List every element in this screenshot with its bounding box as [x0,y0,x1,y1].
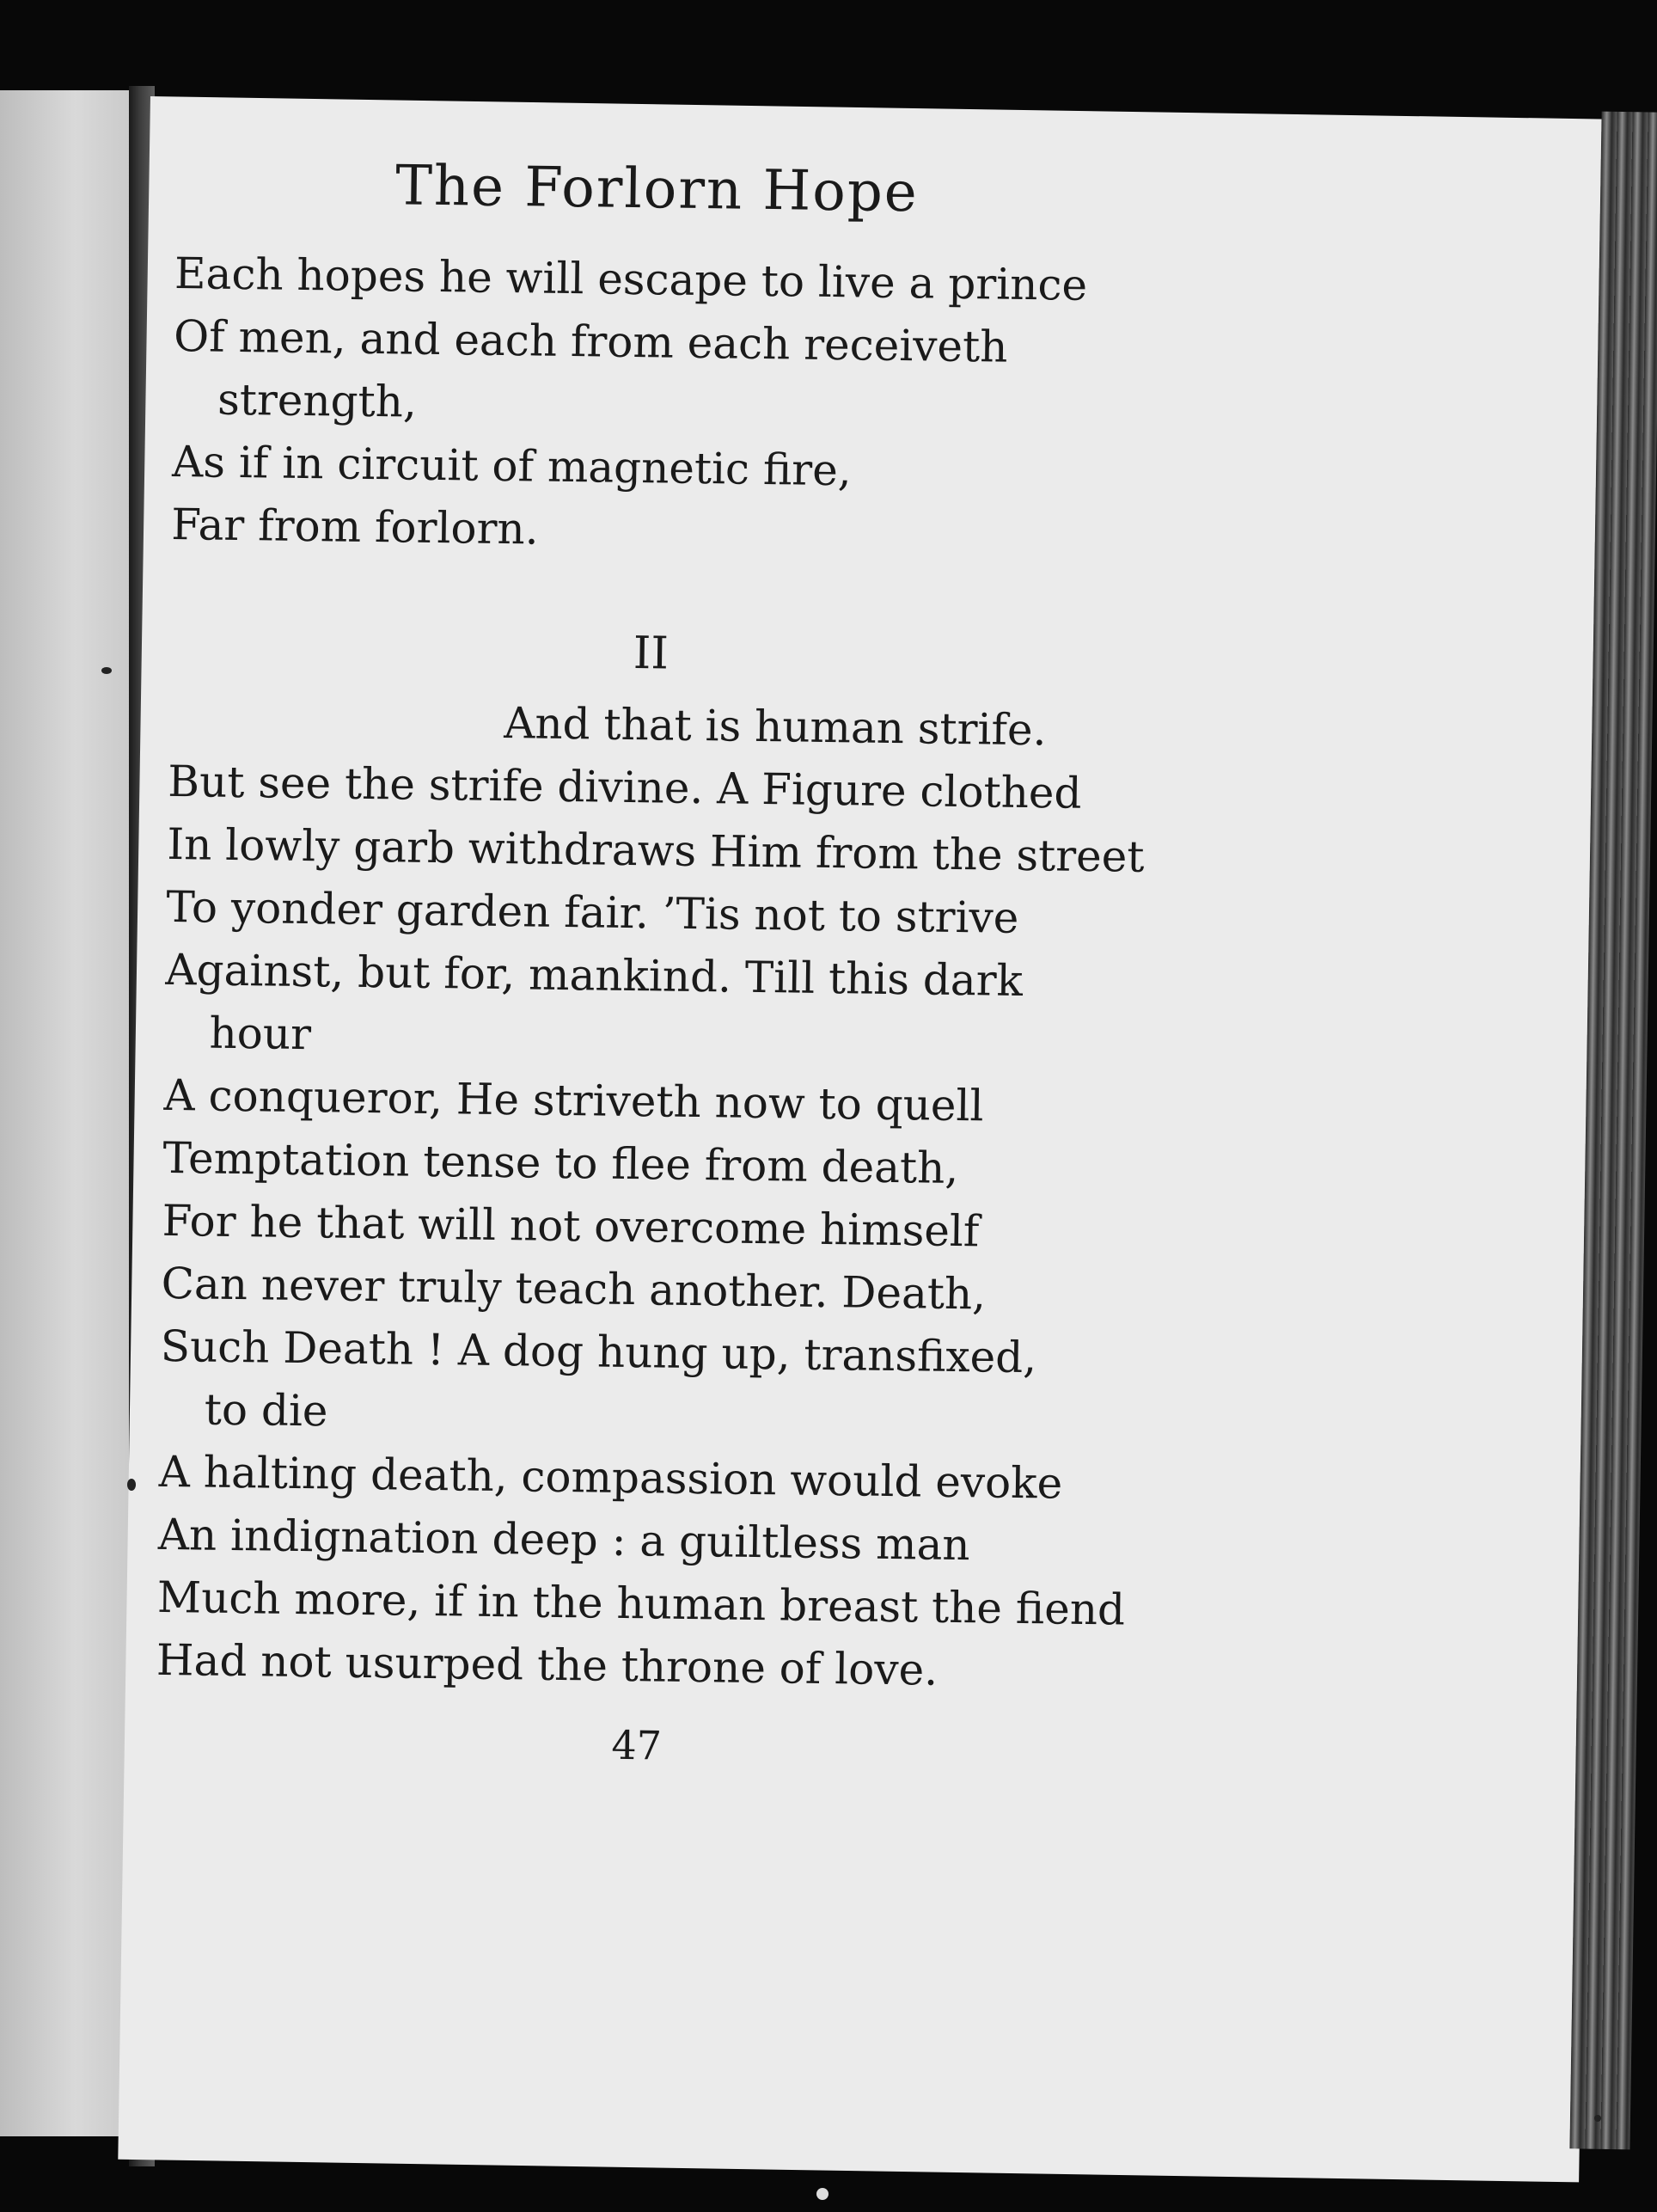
poem-line: hour [209,1008,312,1059]
poem-line: A halting death, compassion would evoke [158,1446,1063,1509]
speck-mark [127,1479,136,1491]
speck-mark [816,2188,828,2200]
poem-line: strength, [217,374,418,427]
left-page-edge [0,90,138,2136]
poem-line: Such Death ! A dog hung up, transfixed, [160,1320,1037,1383]
poem-line: But see the strife divine. A Figure clothed [168,756,1082,818]
poem-line: Against, but for, mankind. Till this dark [165,944,1024,1006]
page-number: 47 [611,1721,663,1769]
poem-line: Far from forlorn. [170,499,539,555]
poem-line: Can never truly teach another. Death, [161,1258,987,1320]
poem-line-text: Of men, and each from each receiveth [173,310,1008,372]
poem-line: An indignation deep : a guiltless man [157,1509,970,1571]
poem-line: And that is human strife. [503,697,1047,756]
poem-line: As if in circuit of magnetic fire, [171,436,853,496]
poem-line: To yonder garden fair. ’Tis not to strive [166,881,1019,943]
poem-line: to die [204,1384,328,1437]
section-number: II [633,627,670,680]
poem-line: Temptation tense to flee from death, [162,1132,959,1193]
poem-text [155,150,1145,1781]
speck-mark [1594,2115,1601,2122]
poem-line: In lowly garb withdraws Him from the street [167,818,1145,882]
poem-line: Each hopes he will escape to live a prince [174,248,1088,310]
poem-line: A conqueror, He striveth now to quell [163,1069,984,1131]
poem-line: Had not usurped the throne of love. [156,1634,939,1695]
speck-mark [101,667,112,674]
poem-line: For he that will not overcome himself [162,1195,980,1257]
page-title: The Forlorn Hope [394,154,920,225]
poem-line: Much more, if in the human breast the fiend [156,1572,1126,1635]
